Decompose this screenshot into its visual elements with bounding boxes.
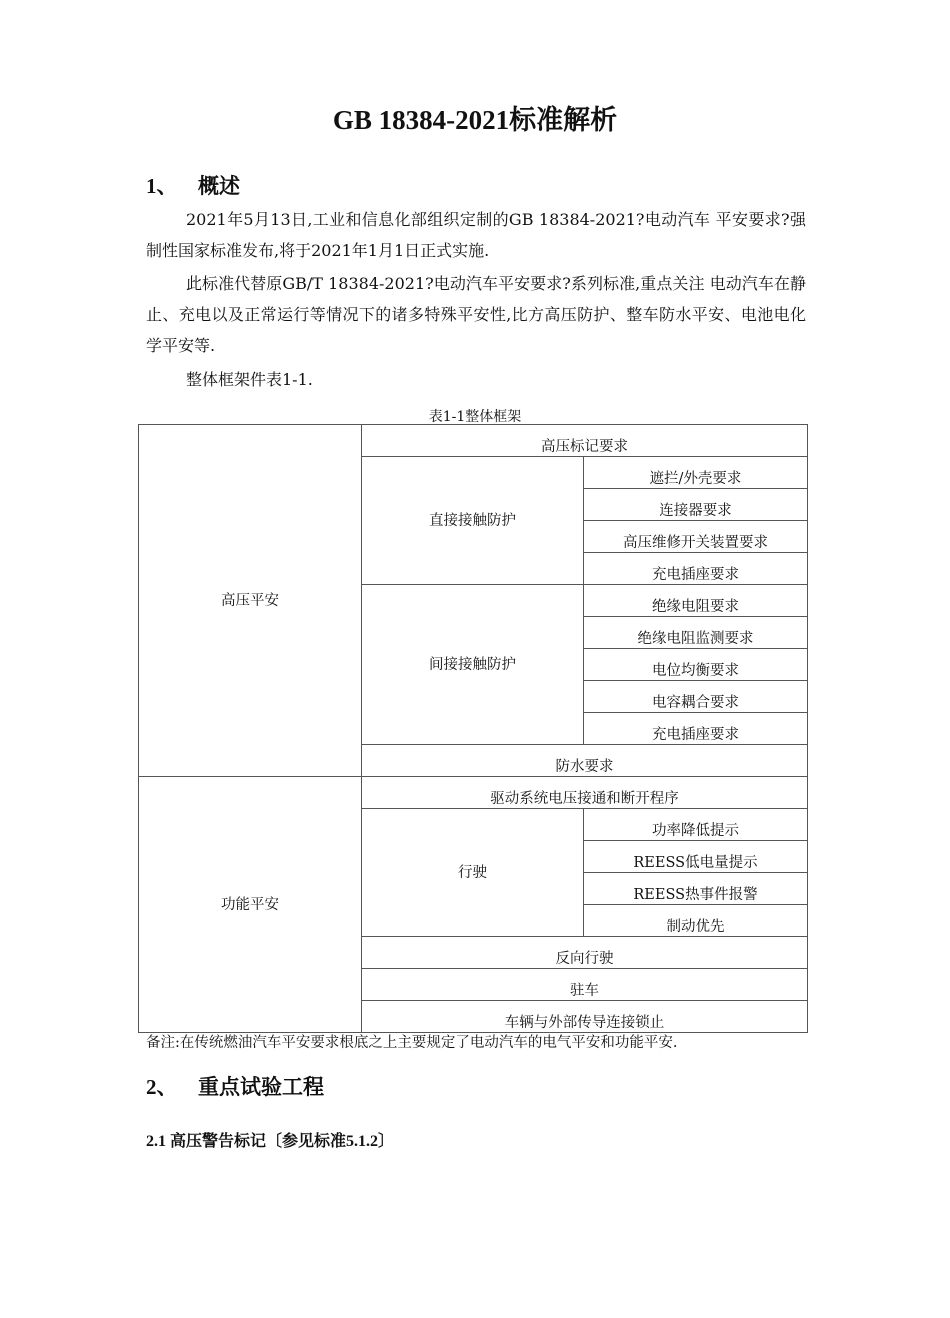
document-title: GB 18384-2021标准解析 [332, 105, 618, 135]
table-cell: 电位均衡要求 [584, 649, 808, 681]
table-cell: 绝缘电阻要求 [584, 585, 808, 617]
table-cell: 反向行驶 [362, 937, 808, 969]
table-cell: 充电插座要求 [584, 553, 808, 585]
table-cell: 制动优先 [584, 905, 808, 937]
section-title: 概述 [198, 174, 240, 198]
section-title: 重点试验工程 [198, 1075, 324, 1099]
table-cell: 驻车 [362, 969, 808, 1001]
table-cell-category: 直接接触防护 [362, 457, 584, 585]
paragraph: 2021年5月13日,工业和信息化部组织定制的GB 18384-2021?电动汽车 平安要求?强制性国家标准发布,将于2021年1月1日正式实施. [146, 210, 806, 260]
table-cell: 绝缘电阻监测要求 [584, 617, 808, 649]
table-cell: REESS热事件报警 [584, 873, 808, 905]
paragraph: 此标准代替原GB/T 18384-2021?电动汽车平安要求?系列标准,重点关注 电动汽车在静止、充电以及正常运行等情况下的诸多特殊平安性,比方高压防护、整车防水平安、电池电化学平安等. [146, 274, 806, 355]
framework-table [138, 424, 808, 1033]
section-number: 2、 [146, 1075, 178, 1099]
table-cell-group: 功能平安 [139, 777, 362, 1033]
table-cell: 高压维修开关装置要求 [584, 521, 808, 553]
table-cell: 驱动系统电压接通和断开程序 [362, 777, 808, 809]
table-cell: 车辆与外部传导连接锁止 [362, 1001, 808, 1033]
section-number: 1、 [146, 174, 178, 198]
table-cell: 电容耦合要求 [584, 681, 808, 713]
section-2-heading [146, 1071, 324, 1101]
table-cell: 遮拦/外壳要求 [584, 457, 808, 489]
table-cell-group: 高压平安 [139, 425, 362, 777]
table-cell-category: 间接接触防护 [362, 585, 584, 745]
table-cell: 充电插座要求 [584, 713, 808, 745]
table-cell-category: 行驶 [362, 809, 584, 937]
subsection-heading: 2.1 高压警告标记〔参见标准5.1.2〕 [146, 1133, 395, 1150]
table-cell: 防水要求 [362, 745, 808, 777]
table-caption: 表1-1整体框架 [428, 409, 522, 425]
section-1-heading [146, 170, 240, 200]
table-note: 备注:在传统燃油汽车平安要求根底之上主要规定了电动汽车的电气平安和功能平安. [146, 1035, 678, 1051]
table-cell: 功率降低提示 [584, 809, 808, 841]
paragraph: 整体框架件表1-1. [186, 370, 313, 389]
table-cell: 连接器要求 [584, 489, 808, 521]
table-cell: 高压标记要求 [362, 425, 808, 457]
table-cell: REESS低电量提示 [584, 841, 808, 873]
